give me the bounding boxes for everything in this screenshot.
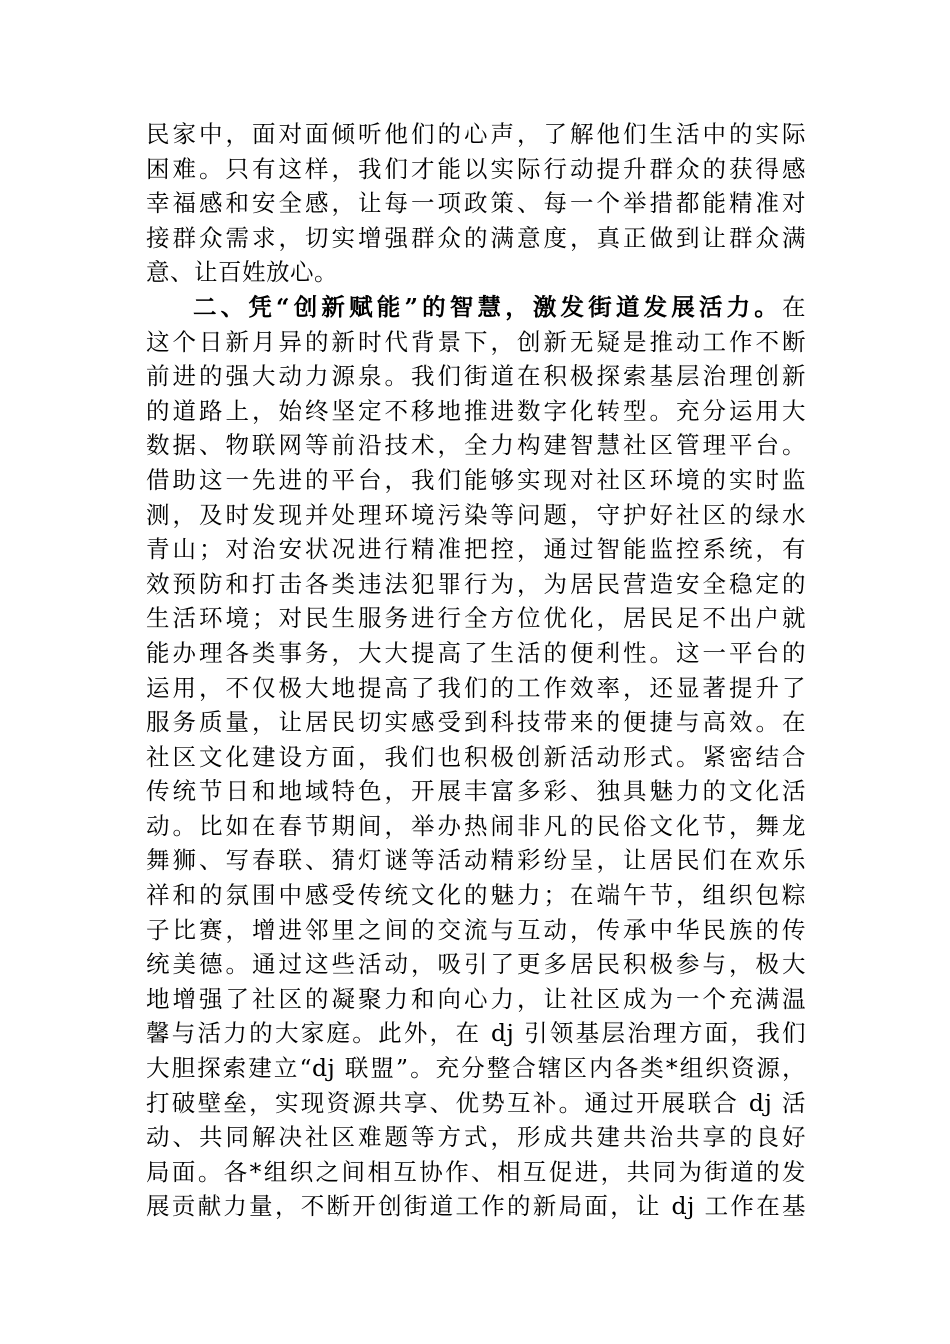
text-line: 青山；对治安状况进行精准把控，通过智能监控系统，有 <box>146 535 806 564</box>
text-line: 这个日新月异的新时代背景下，创新无疑是推动工作不断 <box>146 327 806 356</box>
text-line: 数据、物联网等前沿技术，全力构建智慧社区管理平台。 <box>146 431 806 460</box>
text-line: 动。比如在春节期间，举办热闹非凡的民俗文化节，舞龙 <box>146 811 806 840</box>
section-heading-line <box>146 290 806 325</box>
text-line: 意、让百姓放心。 <box>146 258 338 287</box>
text-line: 前进的强大动力源泉。我们街道在积极探索基层治理创新 <box>146 362 806 391</box>
text-line: 动、共同解决社区难题等方式，形成共建共治共享的良好 <box>146 1123 806 1152</box>
text-line: 效预防和打击各类违法犯罪行为，为居民营造安全稳定的 <box>146 569 806 598</box>
text-line: 局面。各*组织之间相互协作、相互促进，共同为街道的发 <box>146 1157 806 1186</box>
text-line: 幸福感和安全感，让每一项政策、每一个举措都能精准对 <box>146 189 806 218</box>
text-line: 接群众需求，切实增强群众的满意度，真正做到让群众满 <box>146 223 806 252</box>
text-line: 生活环境；对民生服务进行全方位优化，居民足不出户就 <box>146 604 806 633</box>
document-body <box>146 117 806 1224</box>
text-line: 祥和的氛围中感受传统文化的魅力；在端午节，组织包粽 <box>146 881 806 910</box>
text-line: 打破壁垒，实现资源共享、优势互补。通过开展联合 dj 活 <box>146 1088 806 1117</box>
text-line: 能办理各类事务，大大提高了生活的便利性。这一平台的 <box>146 638 806 667</box>
text-line: 借助这一先进的平台，我们能够实现对社区环境的实时监 <box>146 465 806 494</box>
text-line: 测，及时发现并处理环境污染等问题，守护好社区的绿水 <box>146 500 806 529</box>
text-line: 地增强了社区的凝聚力和向心力，让社区成为一个充满温 <box>146 984 806 1013</box>
section-heading: 二、凭“创新赋能”的智慧，激发街道发展活力。 <box>193 292 782 321</box>
text-line: 大胆探索建立“dj 联盟”。充分整合辖区内各类*组织资源， <box>146 1054 806 1083</box>
text-line: 困难。只有这样，我们才能以实际行动提升群众的获得感 <box>146 154 806 183</box>
paragraph-1 <box>146 117 806 290</box>
paragraph-2 <box>146 290 806 1224</box>
text-line: 子比赛，增进邻里之间的交流与互动，传承中华民族的传 <box>146 915 806 944</box>
text-line: 统美德。通过这些活动，吸引了更多居民积极参与，极大 <box>146 950 806 979</box>
text-line: 馨与活力的大家庭。此外，在 dj 引领基层治理方面，我们 <box>146 1019 806 1048</box>
text-line: 服务质量，让居民切实感受到科技带来的便捷与高效。在 <box>146 708 806 737</box>
text-line: 的道路上，始终坚定不移地推进数字化转型。充分运用大 <box>146 396 806 425</box>
text-line: 社区文化建设方面，我们也积极创新活动形式。紧密结合 <box>146 742 806 771</box>
text-line: 民家中，面对面倾听他们的心声，了解他们生活中的实际 <box>146 120 806 148</box>
text-line: 舞狮、写春联、猜灯谜等活动精彩纷呈，让居民们在欢乐 <box>146 846 806 875</box>
text-line: 传统节日和地域特色，开展丰富多彩、独具魅力的文化活 <box>146 777 806 806</box>
text-fragment: 在 <box>782 292 806 321</box>
text-line: 展贡献力量，不断开创街道工作的新局面，让 dj 工作在基 <box>146 1192 806 1221</box>
text-line: 运用，不仅极大地提高了我们的工作效率，还显著提升了 <box>146 673 806 702</box>
